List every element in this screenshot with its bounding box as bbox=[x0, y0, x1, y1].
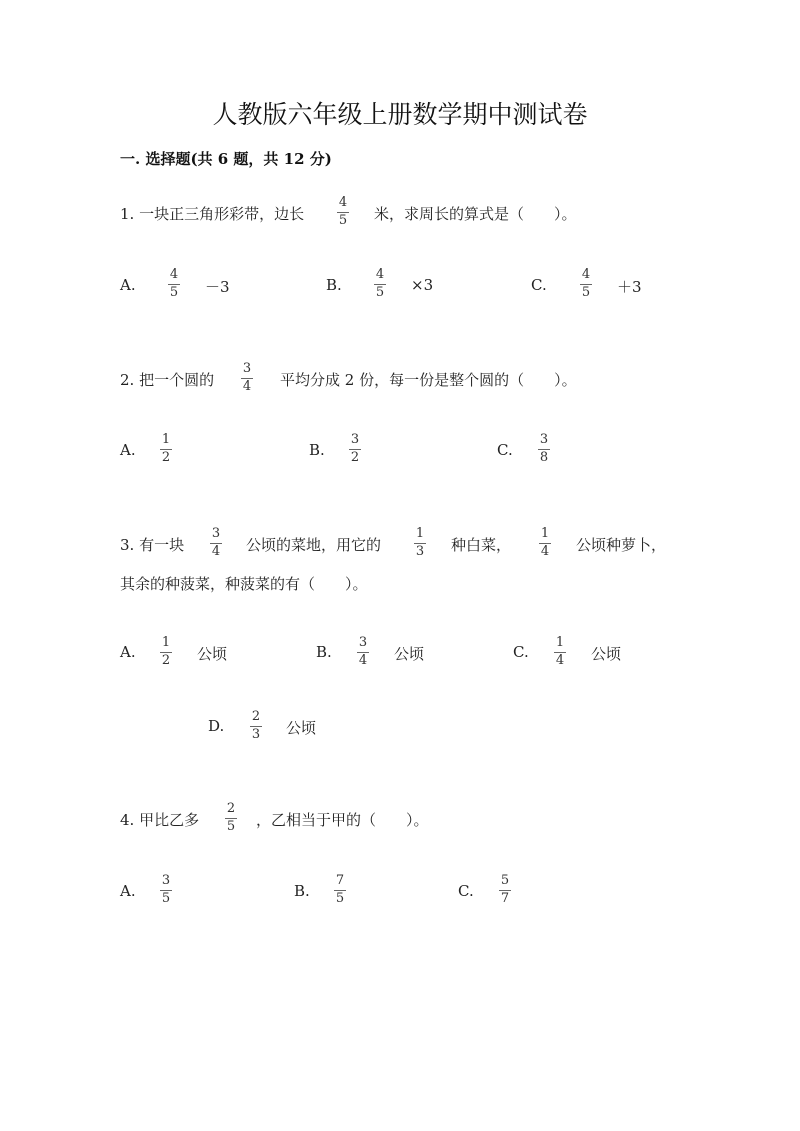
question-2-stem-part-2: 平均分成 2 份，每一份是整个圆的（ ）。 bbox=[280, 371, 577, 389]
option-c-fraction bbox=[498, 874, 512, 906]
denominator: 4 bbox=[358, 653, 368, 668]
option-b-label[interactable]: B. bbox=[316, 643, 332, 661]
page-title: 人教版六年级上册数学期中测试卷 bbox=[212, 100, 588, 129]
option-c-fraction bbox=[553, 636, 567, 668]
option-b-fraction bbox=[348, 433, 362, 465]
numerator: 4 bbox=[375, 267, 385, 282]
denominator: 2 bbox=[350, 450, 360, 465]
option-a-label[interactable]: A. bbox=[120, 441, 136, 459]
numerator: 4 bbox=[338, 195, 348, 210]
fraction bbox=[240, 362, 254, 394]
option-a-suffix: －3 bbox=[205, 278, 230, 296]
denominator: 3 bbox=[415, 544, 425, 559]
question-2-stem-part-1: 2. 把一个圆的 bbox=[120, 371, 215, 389]
option-b-label[interactable]: B. bbox=[326, 276, 342, 294]
option-b-label[interactable]: B. bbox=[294, 882, 310, 900]
question-4-stem-part-2: ，乙相当于甲的（ ）。 bbox=[256, 811, 429, 829]
denominator: 7 bbox=[500, 891, 510, 906]
fraction bbox=[538, 527, 552, 559]
numerator: 1 bbox=[555, 635, 565, 650]
numerator: 4 bbox=[169, 267, 179, 282]
denominator: 5 bbox=[335, 891, 345, 906]
numerator: 7 bbox=[335, 873, 345, 888]
fraction bbox=[413, 527, 427, 559]
option-a-fraction bbox=[167, 268, 181, 300]
option-c-label[interactable]: C. bbox=[497, 441, 513, 459]
option-a-label[interactable]: A. bbox=[120, 643, 136, 661]
denominator: 5 bbox=[169, 285, 179, 300]
section-heading: 一. 选择题(共 6 题，共 12 分) bbox=[120, 150, 332, 168]
denominator: 4 bbox=[540, 544, 550, 559]
option-b-suffix: 公顷 bbox=[394, 645, 425, 663]
denominator: 4 bbox=[555, 653, 565, 668]
numerator: 1 bbox=[415, 526, 425, 541]
option-d-label[interactable]: D. bbox=[208, 717, 225, 735]
numerator: 3 bbox=[539, 432, 549, 447]
option-a-fraction bbox=[159, 433, 173, 465]
option-c-label[interactable]: C. bbox=[458, 882, 474, 900]
fraction bbox=[336, 196, 350, 228]
question-3-stem-part-2: 公顷的菜地，用它的 bbox=[246, 536, 382, 554]
numerator: 1 bbox=[161, 432, 171, 447]
option-c-label[interactable]: C. bbox=[531, 276, 547, 294]
option-a-suffix: 公顷 bbox=[197, 645, 228, 663]
numerator: 3 bbox=[161, 873, 171, 888]
denominator: 5 bbox=[161, 891, 171, 906]
denominator: 5 bbox=[375, 285, 385, 300]
option-b-label[interactable]: B. bbox=[309, 441, 325, 459]
numerator: 3 bbox=[211, 526, 221, 541]
fraction bbox=[224, 802, 238, 834]
option-d-suffix: 公顷 bbox=[286, 719, 317, 737]
question-4-stem-part-1: 4. 甲比乙多 bbox=[120, 811, 200, 829]
denominator: 5 bbox=[338, 213, 348, 228]
option-a-label[interactable]: A. bbox=[120, 882, 136, 900]
denominator: 8 bbox=[539, 450, 549, 465]
option-d-fraction bbox=[249, 710, 263, 742]
question-1-stem-part-2: 米，求周长的算式是（ ）。 bbox=[374, 205, 577, 223]
numerator: 3 bbox=[350, 432, 360, 447]
option-b-fraction bbox=[333, 874, 347, 906]
option-a-label[interactable]: A. bbox=[120, 276, 136, 294]
option-c-suffix: 公顷 bbox=[591, 645, 622, 663]
question-1-stem-part-1: 1. 一块正三角形彩带，边长 bbox=[120, 205, 305, 223]
option-a-fraction bbox=[159, 874, 173, 906]
denominator: 2 bbox=[161, 653, 171, 668]
numerator: 1 bbox=[161, 635, 171, 650]
option-c-fraction bbox=[537, 433, 551, 465]
option-b-fraction bbox=[356, 636, 370, 668]
question-3-stem-part-1: 3. 有一块 bbox=[120, 536, 185, 554]
numerator: 5 bbox=[500, 873, 510, 888]
question-3-stem-part-5: 其余的种菠菜，种菠菜的有（ ）。 bbox=[120, 575, 368, 593]
denominator: 5 bbox=[581, 285, 591, 300]
option-a-fraction bbox=[159, 636, 173, 668]
question-3-stem-part-3: 种白菜， bbox=[451, 536, 512, 554]
question-3-stem-part-4: 公顷种萝卜， bbox=[576, 536, 667, 554]
denominator: 3 bbox=[251, 727, 261, 742]
denominator: 5 bbox=[226, 819, 236, 834]
numerator: 2 bbox=[226, 801, 236, 816]
denominator: 4 bbox=[211, 544, 221, 559]
option-c-label[interactable]: C. bbox=[513, 643, 529, 661]
denominator: 2 bbox=[161, 450, 171, 465]
denominator: 4 bbox=[242, 379, 252, 394]
numerator: 3 bbox=[242, 361, 252, 376]
numerator: 1 bbox=[540, 526, 550, 541]
option-c-suffix: ＋3 bbox=[617, 278, 642, 296]
option-b-fraction bbox=[373, 268, 387, 300]
numerator: 4 bbox=[581, 267, 591, 282]
option-c-fraction bbox=[579, 268, 593, 300]
fraction bbox=[209, 527, 223, 559]
numerator: 2 bbox=[251, 709, 261, 724]
option-b-suffix: ×3 bbox=[411, 276, 434, 294]
numerator: 3 bbox=[358, 635, 368, 650]
